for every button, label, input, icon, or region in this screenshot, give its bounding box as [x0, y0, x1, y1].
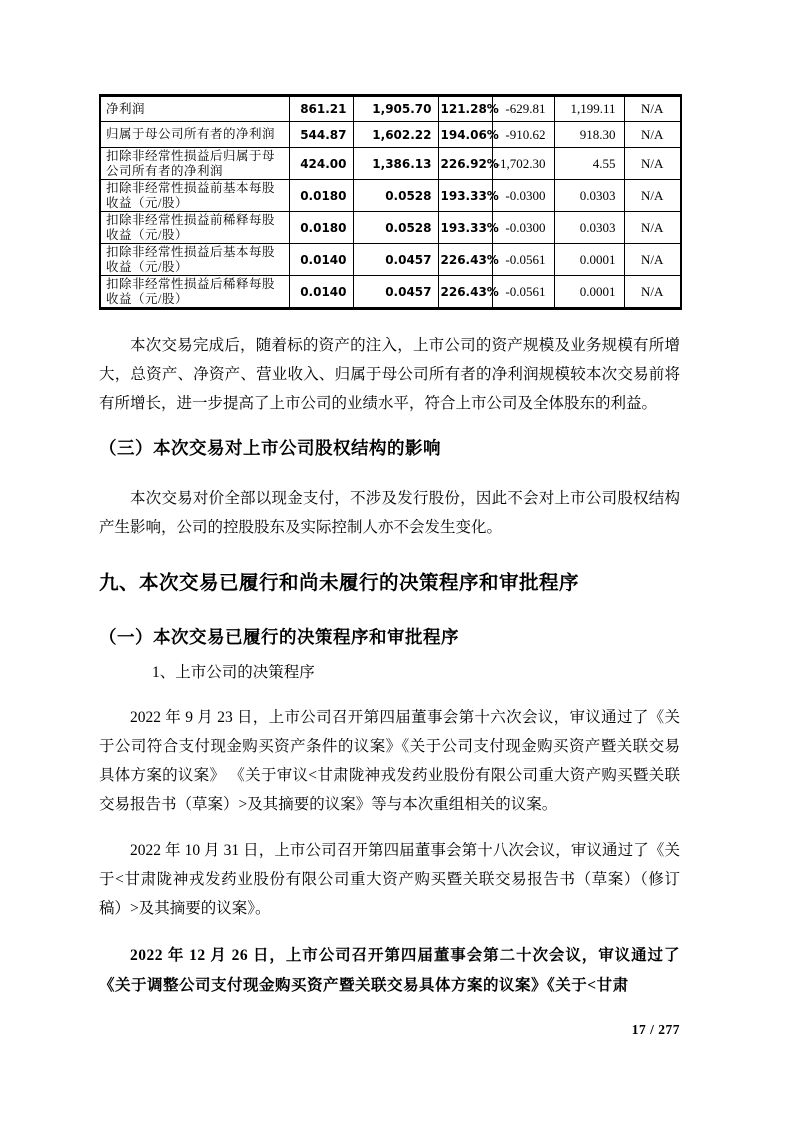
cell-compare-a: -910.62: [492, 122, 554, 148]
cell-na: N/A: [624, 180, 681, 212]
cell-prior-period: 1,905.70: [353, 96, 438, 122]
cell-current-period: 544.87: [289, 122, 353, 148]
cell-prior-period: 0.0528: [353, 212, 438, 244]
table-row: [100, 180, 681, 212]
cell-compare-a: -0.0561: [492, 276, 554, 309]
cell-current-period: 0.0140: [289, 244, 353, 276]
table-row: [100, 122, 681, 148]
cell-na: N/A: [624, 122, 681, 148]
cell-prior-period: 0.0528: [353, 180, 438, 212]
cell-compare-b: 0.0001: [554, 244, 624, 276]
cell-na: N/A: [624, 276, 681, 309]
cell-change-pct: 226.43%: [438, 276, 492, 309]
page-number: 17 / 277: [631, 1022, 680, 1037]
table-row: [100, 148, 681, 180]
cell-current-period: 0.0180: [289, 212, 353, 244]
cell-compare-a: -0.0561: [492, 244, 554, 276]
paragraph-transaction-impact: 本次交易完成后，随着标的资产的注入，上市公司的资产规模及业务规模有所增大，总资产、净资产、营业收入、归属于母公司所有者的净利润规模较本次交易前将有所增长，进一步提高了上市公司的业绩水平，符合上市公司及全体股东的利益。: [99, 337, 680, 412]
cell-current-period: 0.0140: [289, 276, 353, 309]
table-row: [100, 244, 681, 276]
cell-compare-b: 0.0001: [554, 276, 624, 309]
heading-section-nine: 九、本次交易已履行和尚未履行的决策程序和审批程序: [99, 572, 580, 594]
heading-subsection-one: （一）本次交易已履行的决策程序和审批程序: [99, 627, 459, 647]
cell-compare-b: 1,199.11: [554, 96, 624, 122]
item-title-listed-company-procedure: 1、上市公司的决策程序: [152, 664, 315, 681]
cell-indicator-label: 扣除非经常性损益前基本每股收益（元/股）: [100, 180, 289, 212]
cell-indicator-label: 归属于母公司所有者的净利润: [100, 122, 289, 148]
table-row: [100, 212, 681, 244]
cell-change-pct: 226.92%: [438, 148, 492, 180]
cell-compare-a: -629.81: [492, 96, 554, 122]
cell-indicator-label: 扣除非经常性损益后归属于母公司所有者的净利润: [100, 148, 289, 180]
cell-current-period: 424.00: [289, 148, 353, 180]
financial-table-body: [100, 96, 681, 309]
table-row: [100, 276, 681, 309]
cell-change-pct: 121.28%: [438, 96, 492, 122]
cell-compare-a: -0.0300: [492, 212, 554, 244]
cell-change-pct: 193.33%: [438, 180, 492, 212]
cell-compare-a: -1,702.30: [492, 148, 554, 180]
cell-na: N/A: [624, 96, 681, 122]
cell-current-period: 861.21: [289, 96, 353, 122]
cell-indicator-label: 扣除非经常性损益前稀释每股收益（元/股）: [100, 212, 289, 244]
cell-indicator-label: 扣除非经常性损益后稀释每股收益（元/股）: [100, 276, 289, 309]
cell-compare-a: -0.0300: [492, 180, 554, 212]
cell-indicator-label: 扣除非经常性损益后基本每股收益（元/股）: [100, 244, 289, 276]
cell-na: N/A: [624, 212, 681, 244]
cell-change-pct: 194.06%: [438, 122, 492, 148]
heading-equity-structure-impact: （三）本次交易对上市公司股权结构的影响: [99, 438, 441, 458]
table-row: [100, 96, 681, 122]
paragraph-board-meeting-20th: 2022 年 12 月 26 日，上市公司召开第四届董事会第二十次会议，审议通过了《关于调整公司支付现金购买资产暨关联交易具体方案的议案》《关于<甘肃: [99, 947, 680, 994]
cell-prior-period: 0.0457: [353, 276, 438, 309]
paragraph-board-meeting-16th: 2022 年 9 月 23 日，上市公司召开第四届董事会第十六次会议，审议通过了《关于公司符合支付现金购买资产条件的议案》《关于公司支付现金购买资产暨关联交易具体方案的议案》 《关于审议<甘肃陇神戎发药业股份有限公司重大资产购买暨关联交易报告书（草案）>及其摘要的议案》等与本次重组相关的议案。: [99, 709, 680, 813]
cell-prior-period: 0.0457: [353, 244, 438, 276]
cell-change-pct: 193.33%: [438, 212, 492, 244]
cell-compare-b: 0.0303: [554, 180, 624, 212]
paragraph-equity-structure: 本次交易对价全部以现金支付，不涉及发行股份，因此不会对上市公司股权结构产生影响，公司的控股股东及实际控制人亦不会发生变化。: [99, 490, 680, 536]
financial-indicators-table: [99, 94, 682, 310]
cell-indicator-label: 净利润: [100, 96, 289, 122]
cell-compare-b: 4.55: [554, 148, 624, 180]
cell-current-period: 0.0180: [289, 180, 353, 212]
cell-na: N/A: [624, 148, 681, 180]
cell-compare-b: 918.30: [554, 122, 624, 148]
cell-na: N/A: [624, 244, 681, 276]
cell-compare-b: 0.0303: [554, 212, 624, 244]
cell-prior-period: 1,386.13: [353, 148, 438, 180]
cell-prior-period: 1,602.22: [353, 122, 438, 148]
cell-change-pct: 226.43%: [438, 244, 492, 276]
paragraph-board-meeting-18th: 2022 年 10 月 31 日，上市公司召开第四届董事会第十八次会议，审议通过了《关于<甘肃陇神戎发药业股份有限公司重大资产购买暨关联交易报告书（草案）（修订稿）>及其摘要的议案》。: [99, 842, 680, 917]
